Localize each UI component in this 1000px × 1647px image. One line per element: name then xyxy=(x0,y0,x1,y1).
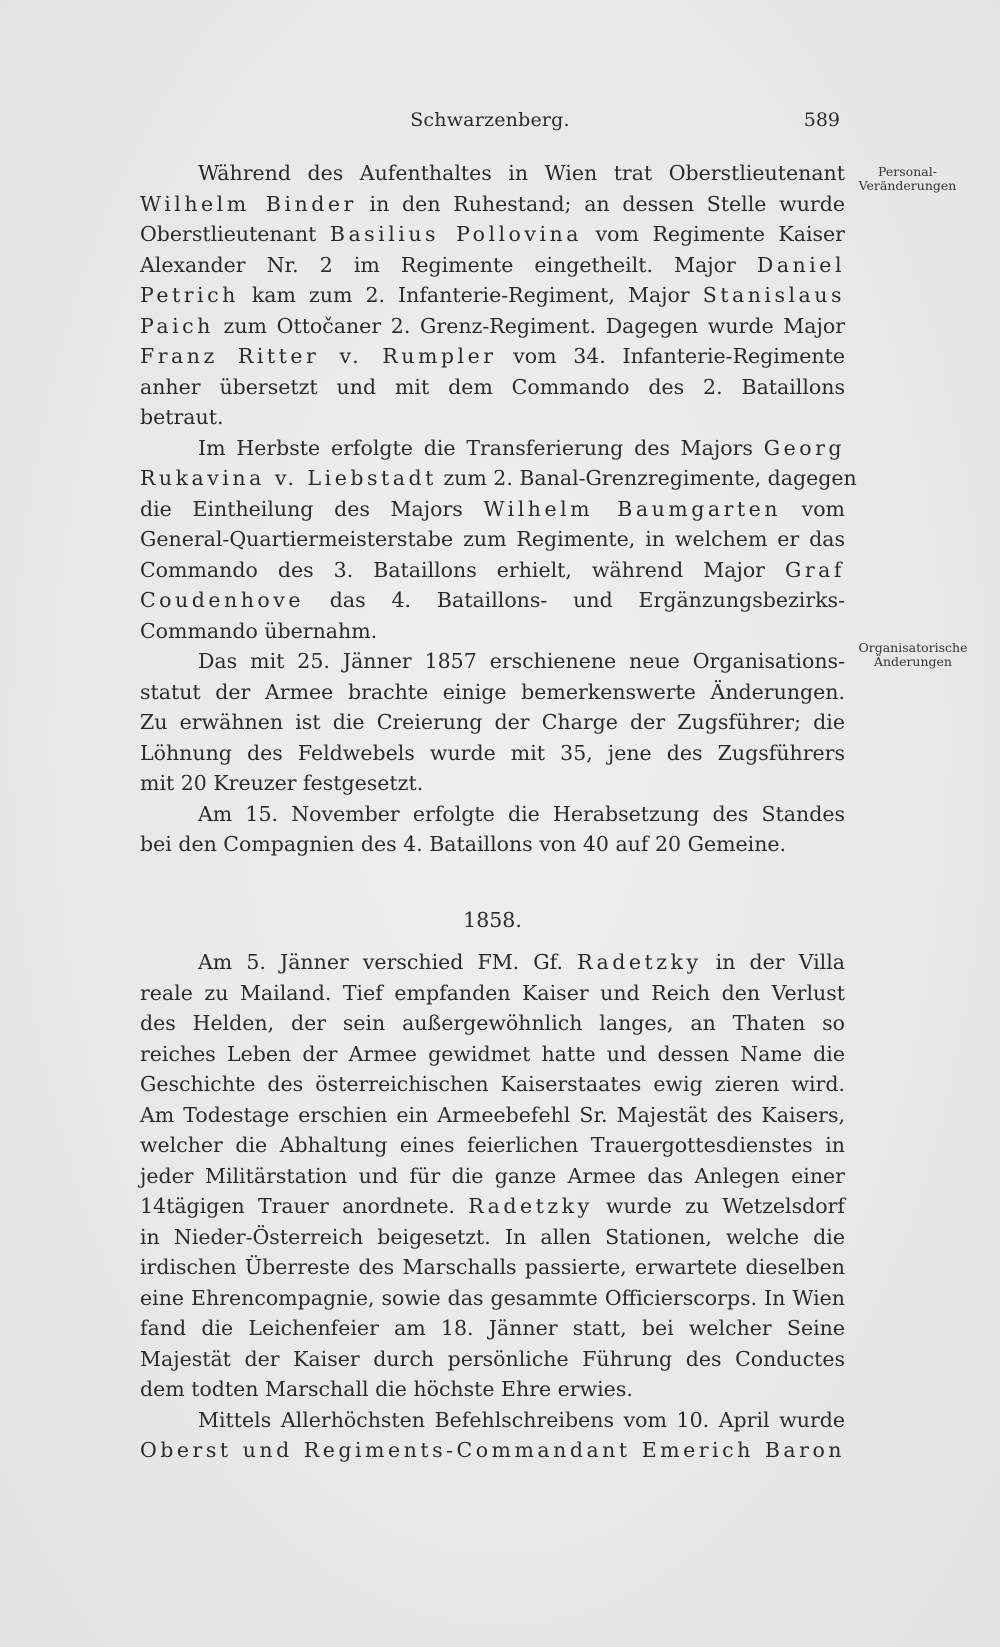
text-line: betraut. xyxy=(140,405,224,429)
spaced-name: Paich xyxy=(140,313,214,338)
text-line: statut der Armee brachte einige bemerkenswerte Änderungen. xyxy=(140,679,845,704)
spaced-name: Daniel xyxy=(756,252,845,277)
text-line: Commando des 3. Bataillons erhielt, während Major Graf xyxy=(140,557,845,582)
text-line: Petrich kam zum 2. Infanterie-Regiment, Major Stanislaus xyxy=(140,283,845,307)
text-line: Mittels Allerhöchsten Befehlschreibens vom 10. April wurde xyxy=(198,1407,845,1432)
spaced-name: Basilius Pollovina xyxy=(329,222,582,246)
spaced-name: Wilhelm Baumgarten xyxy=(483,496,781,521)
text-line: Rukavina v. Liebstadt zum 2. Banal-Grenzregimente, dagegen xyxy=(140,466,857,490)
text-line: reiches Leben der Armee gewidmet hatte und dessen Name die xyxy=(140,1041,845,1066)
text-line: bei den Compagnien des 4. Bataillons von 40 auf 20 Gemeine. xyxy=(140,832,787,856)
marginal-note-line: Organisatorische xyxy=(858,640,968,655)
text-line: Das mit 25. Jänner 1857 erschienene neue Organisations- xyxy=(198,649,845,673)
text-line: anher übersetzt und mit dem Commando des 2. Bataillons xyxy=(140,374,845,399)
text-line: des Helden, der sein außergewöhnlich langes, an Thaten so xyxy=(140,1011,845,1035)
text-line: jeder Militärstation und für die ganze Armee das Anlegen einer xyxy=(140,1163,845,1188)
spaced-name: Oberst und Regiments-Commandant Emerich Baron xyxy=(140,1438,845,1462)
spaced-name: Stanislaus xyxy=(702,283,845,307)
text-line: eine Ehrencompagnie, sowie das gesammte Officierscorps. In Wien xyxy=(140,1285,845,1310)
year-heading: 1858. xyxy=(463,907,522,932)
text-line: die Eintheilung des Majors Wilhelm Baumgarten vom xyxy=(140,496,845,521)
page-number: 589 xyxy=(803,109,840,131)
text-line: fand die Leichenfeier am 18. Jänner statt, bei welcher Seine xyxy=(140,1316,845,1340)
marginal-note-personal xyxy=(855,165,960,193)
text-line: Oberstlieutenant Basilius Pollovina vom Regimente Kaiser xyxy=(140,222,845,246)
marginal-note-line: Personal- xyxy=(878,164,937,179)
text-line: Am Todestage erschien ein Armeebefehl Sr. Majestät des Kaisers, xyxy=(140,1102,845,1127)
marginal-note-organisational xyxy=(853,641,973,669)
text-line: irdischen Überreste des Marschalls passierte, erwartete dieselben xyxy=(140,1255,845,1279)
spaced-name: Georg xyxy=(763,435,845,460)
spaced-name: Franz Ritter v. Rumpler xyxy=(140,344,497,368)
spaced-name: Petrich xyxy=(140,283,239,307)
text-line: Am 5. Jänner verschied FM. Gf. Radetzky in der Villa xyxy=(198,950,845,974)
text-line: Wilhelm Binder in den Ruhestand; an dessen Stelle wurde xyxy=(140,191,845,216)
text-line: Paich zum Ottočaner 2. Grenz-Regiment. Dagegen wurde Major xyxy=(140,313,845,338)
text-line: General-Quartiermeisterstabe zum Regimente, in welchem er das xyxy=(140,527,845,551)
text-line: Commando übernahm. xyxy=(140,618,378,643)
spaced-name: Graf xyxy=(785,557,845,582)
marginal-note-line: Änderungen xyxy=(873,654,952,669)
text-line: Majestät der Kaiser durch persönliche Führung des Conductes xyxy=(140,1346,845,1371)
text-line: in Nieder-Österreich beigesetzt. In allen Stationen, welche die xyxy=(140,1224,845,1249)
text-line: Alexander Nr. 2 im Regimente eingetheilt. Major Daniel xyxy=(140,252,845,277)
spaced-name: Radetzky xyxy=(468,1194,593,1218)
text-line: 14tägigen Trauer anordnete. Radetzky wurde zu Wetzelsdorf xyxy=(140,1194,845,1218)
text-line: Im Herbste erfolgte die Transferierung des Majors Georg xyxy=(198,435,845,460)
text-line: Am 15. November erfolgte die Herabsetzung des Standes xyxy=(198,801,845,826)
text-line: Zu erwähnen ist die Creierung der Charge der Zugsführer; die xyxy=(140,710,845,734)
text-line: mit 20 Kreuzer festgesetzt. xyxy=(140,771,424,795)
body-text xyxy=(140,158,857,1466)
text-line: reale zu Mailand. Tief empfanden Kaiser und Reich den Verlust xyxy=(140,980,845,1005)
spaced-name: Rukavina v. Liebstadt xyxy=(140,466,437,490)
running-head: Schwarzenberg. xyxy=(410,109,570,131)
text-line: dem todten Marschall die höchste Ehre erwies. xyxy=(140,1377,633,1401)
text-line xyxy=(140,1435,845,1466)
text-line: Geschichte des österreichischen Kaiserstaates ewig zieren wird. xyxy=(140,1072,845,1096)
text-line: Löhnung des Feldwebels wurde mit 35, jene des Zugsführers xyxy=(140,740,845,765)
page-header xyxy=(140,109,840,139)
text-line: Während des Aufenthaltes in Wien trat Oberstlieutenant xyxy=(198,161,845,185)
text-line: welcher die Abhaltung eines feierlichen Trauergottesdienstes in xyxy=(140,1133,845,1157)
spaced-name: Coudenhove xyxy=(140,588,304,612)
spaced-name: Radetzky xyxy=(577,950,702,974)
spaced-name: Wilhelm Binder xyxy=(140,191,357,216)
marginal-note-line: Veränderungen xyxy=(858,178,957,193)
text-line: Franz Ritter v. Rumpler vom 34. Infanterie-Regimente xyxy=(140,344,845,368)
text-line: Coudenhove das 4. Bataillons- und Ergänzungsbezirks- xyxy=(140,588,845,612)
